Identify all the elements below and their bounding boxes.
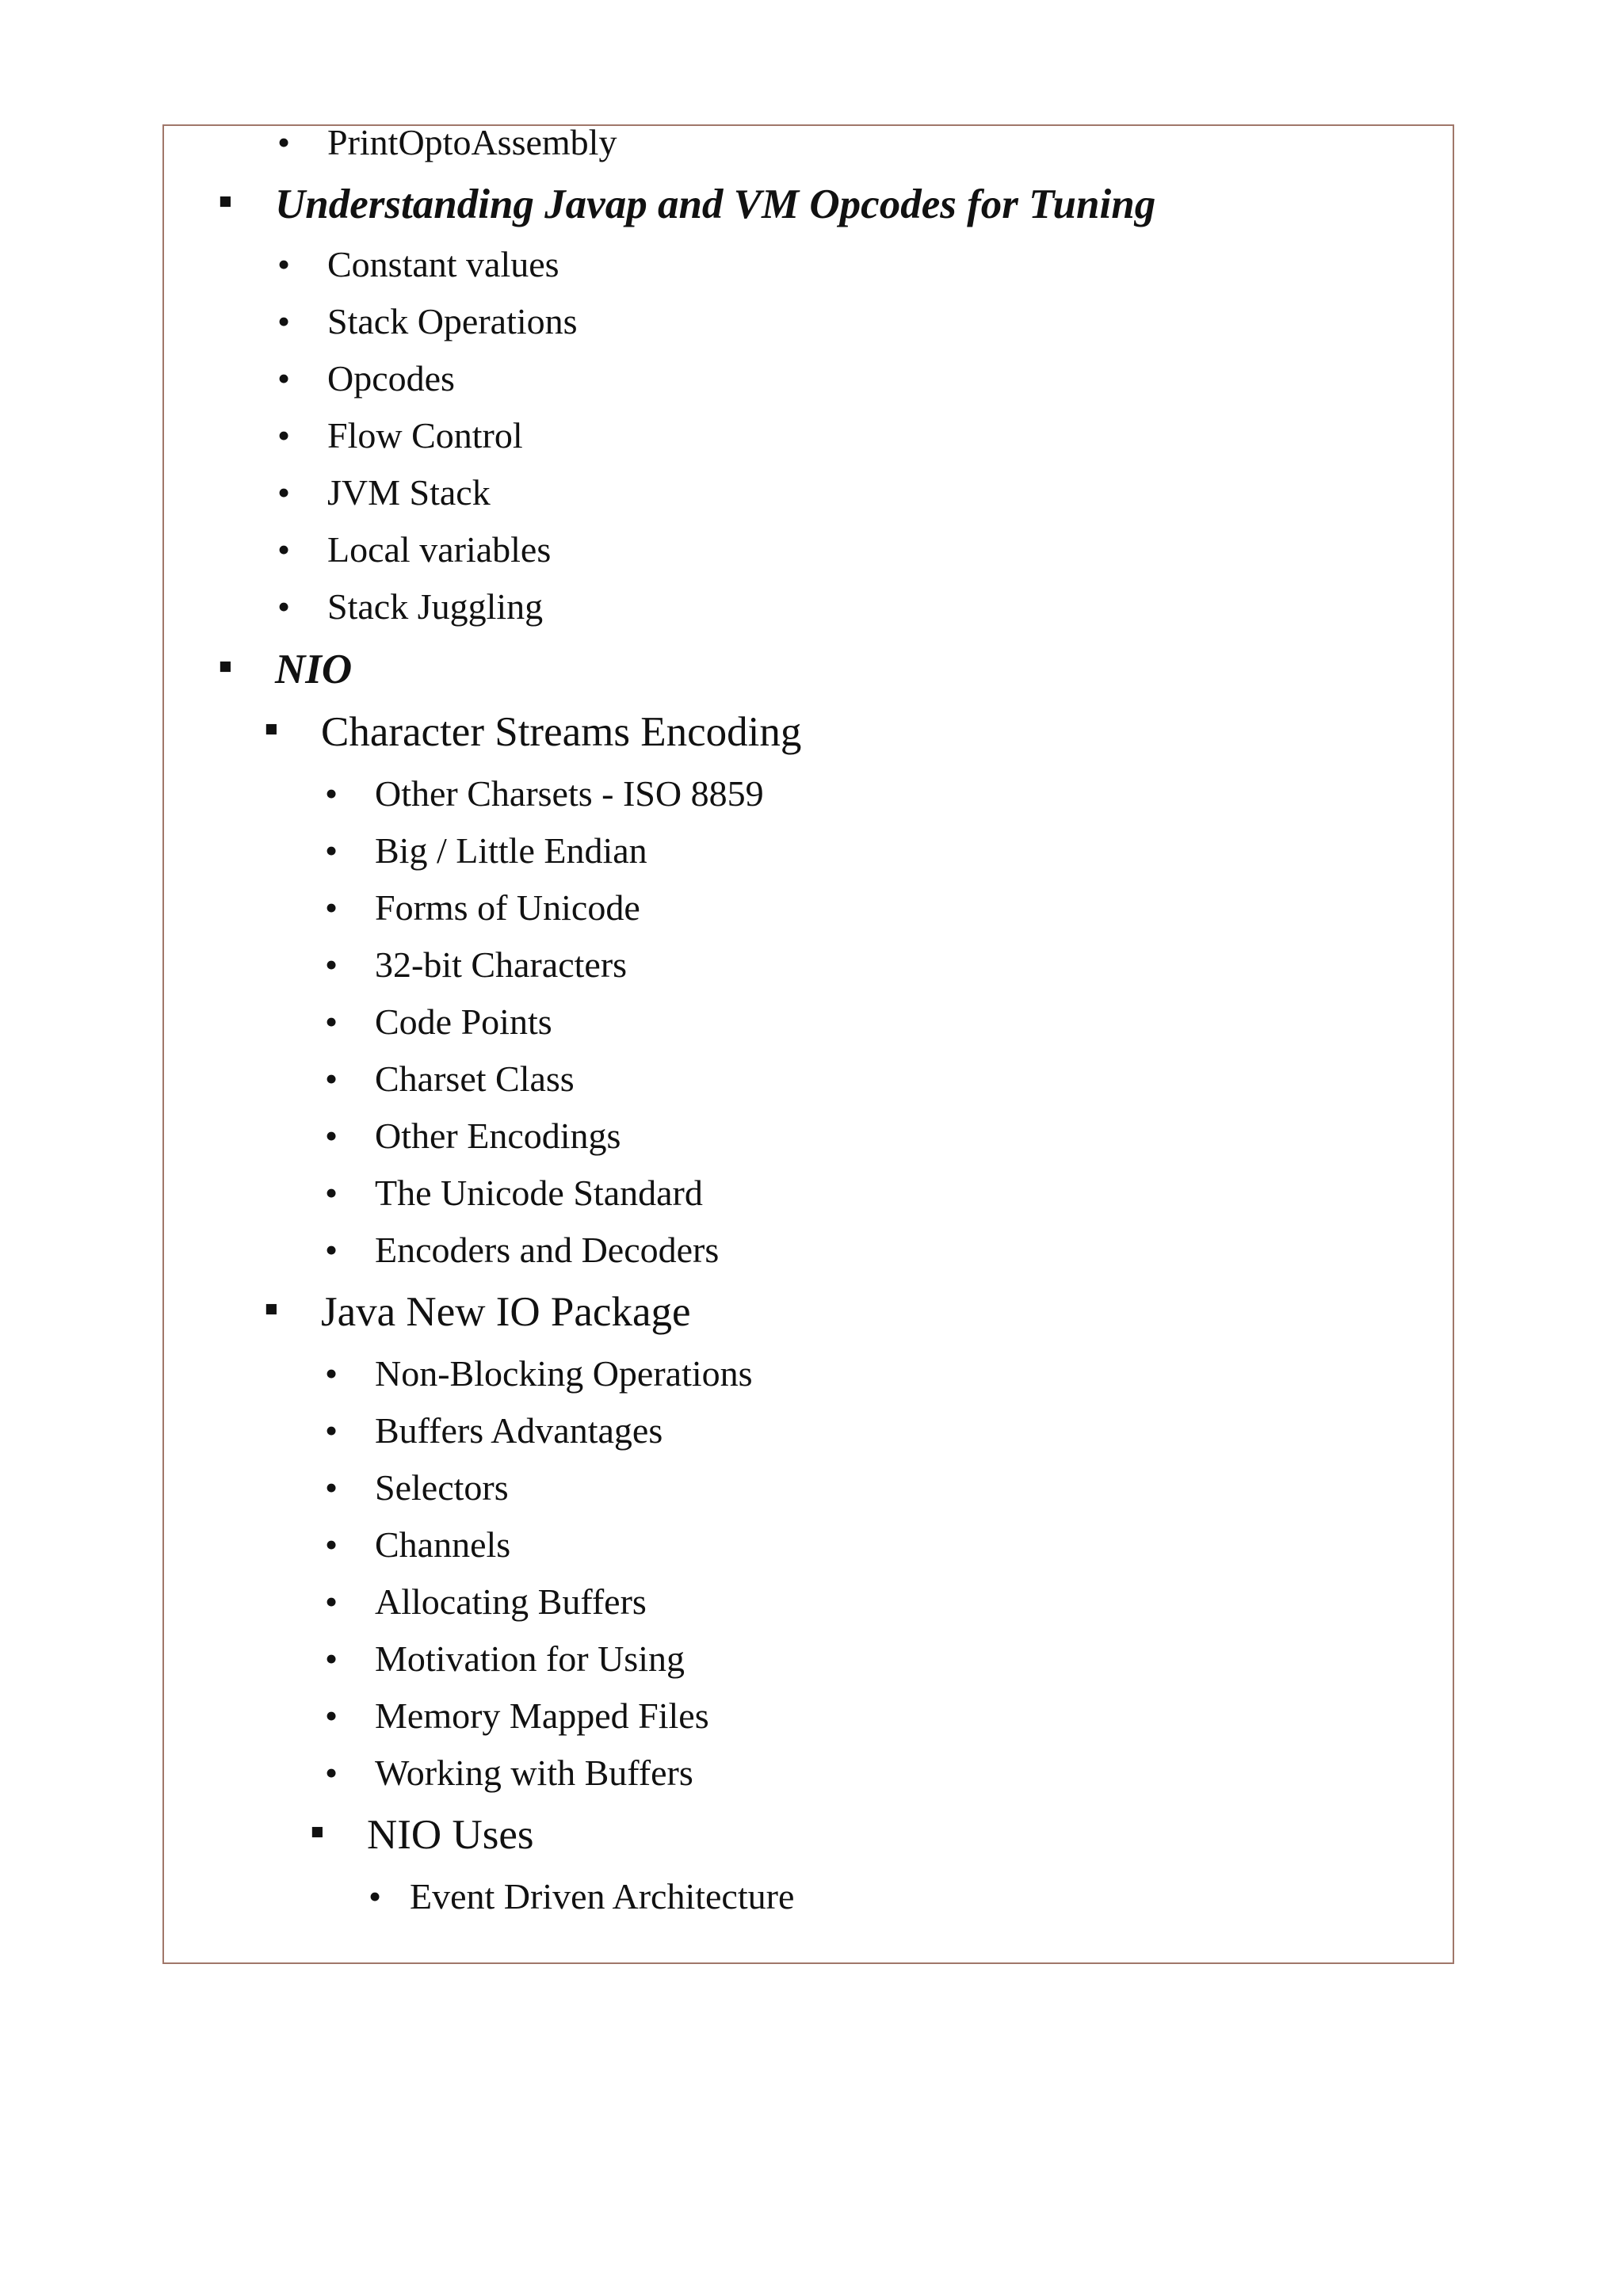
subsection-heading-label: Character Streams Encoding [321, 709, 802, 755]
list-item-label: JVM Stack [327, 472, 491, 513]
bullet-icon: • [325, 1753, 338, 1793]
list-item-label: Event Driven Architecture [410, 1876, 795, 1917]
list-item [325, 1467, 509, 1508]
list-item-label: Buffers Advantages [375, 1410, 663, 1451]
list-item [325, 773, 764, 814]
list-item [277, 244, 559, 284]
bullet-icon: • [277, 529, 291, 570]
list-item [277, 586, 544, 627]
list-item-label: Constant values [327, 244, 559, 284]
bullet-icon: • [325, 1467, 338, 1508]
list-item [325, 830, 647, 871]
list-item-label: Big / Little Endian [375, 830, 647, 871]
list-item-label: Memory Mapped Files [375, 1695, 709, 1736]
list-item [325, 1173, 703, 1213]
bullet-icon: • [277, 472, 291, 513]
square-bullet-icon: ▪ [218, 643, 233, 689]
bullet-icon: • [325, 1001, 338, 1042]
bullet-icon: • [325, 1638, 338, 1679]
bullet-icon: • [369, 1876, 382, 1917]
list-item [325, 944, 628, 985]
list-item-label: Channels [375, 1524, 511, 1565]
subsection-heading [264, 1286, 691, 1335]
bullet-icon: • [325, 1695, 338, 1736]
list-item [277, 472, 491, 513]
list-item [325, 1753, 693, 1793]
list-item-label: Flow Control [327, 415, 523, 456]
list-item [277, 122, 617, 162]
list-item [277, 415, 523, 456]
list-item-label: Motivation for Using [375, 1638, 685, 1679]
list-item [325, 1581, 647, 1622]
list-item [325, 1353, 753, 1394]
list-item-label: Local variables [327, 529, 552, 570]
subsection-heading [310, 1809, 534, 1858]
bullet-icon: • [277, 358, 291, 399]
subsection-heading [264, 706, 802, 755]
bullet-icon: • [325, 830, 338, 871]
list-item [325, 1524, 511, 1565]
bullet-icon: • [325, 1173, 338, 1213]
list-item-label: Code Points [375, 1001, 552, 1042]
list-item [325, 1695, 709, 1736]
bullet-icon: • [277, 415, 291, 456]
list-item-label: Non-Blocking Operations [375, 1353, 753, 1394]
list-item [277, 301, 578, 341]
bullet-icon: • [325, 887, 338, 928]
list-item [325, 1058, 575, 1099]
list-item-label: Other Charsets - ISO 8859 [375, 773, 764, 814]
bullet-icon: • [277, 301, 291, 341]
list-item-label: Encoders and Decoders [375, 1230, 720, 1270]
section-heading-label: Understanding Javap and VM Opcodes for Tuning [275, 181, 1156, 227]
bullet-icon: • [325, 1524, 338, 1565]
square-bullet-icon: ▪ [264, 706, 279, 752]
list-item [325, 1638, 685, 1679]
square-bullet-icon: ▪ [218, 178, 233, 224]
list-item [325, 887, 640, 928]
list-item-label: Charset Class [375, 1058, 575, 1099]
list-item-label: Other Encodings [375, 1116, 621, 1156]
list-item-label: 32-bit Characters [375, 944, 628, 985]
list-item [325, 1230, 720, 1270]
list-item-label: The Unicode Standard [375, 1173, 703, 1213]
list-item-label: Allocating Buffers [375, 1581, 647, 1622]
bullet-icon: • [325, 773, 338, 814]
list-item-label: Stack Juggling [327, 586, 544, 627]
section-heading [218, 643, 353, 692]
list-item-label: Forms of Unicode [375, 887, 640, 928]
bullet-icon: • [325, 1410, 338, 1451]
list-item-label: Opcodes [327, 358, 455, 399]
list-item [325, 1001, 552, 1042]
bullet-icon: • [325, 1058, 338, 1099]
bullet-icon: • [325, 944, 338, 985]
bullet-icon: • [325, 1116, 338, 1156]
square-bullet-icon: ▪ [264, 1286, 279, 1332]
section-heading-label: NIO [275, 646, 353, 692]
square-bullet-icon: ▪ [310, 1809, 325, 1855]
list-item [277, 358, 455, 399]
list-item-label: Selectors [375, 1467, 509, 1508]
list-item-label: PrintOptoAssembly [327, 122, 617, 162]
bullet-icon: • [325, 1353, 338, 1394]
list-item [325, 1116, 621, 1156]
list-item-label: Stack Operations [327, 301, 578, 341]
list-item-label: Working with Buffers [375, 1753, 693, 1793]
bullet-icon: • [277, 122, 291, 162]
subsection-heading-label: Java New IO Package [321, 1289, 691, 1335]
section-heading [218, 178, 1156, 227]
outline-frame [162, 124, 1454, 1964]
bullet-icon: • [325, 1581, 338, 1622]
list-item [277, 529, 552, 570]
list-item [369, 1876, 795, 1917]
bullet-icon: • [325, 1230, 338, 1270]
list-item [325, 1410, 663, 1451]
subsection-heading-label: NIO Uses [367, 1812, 534, 1858]
bullet-icon: • [277, 586, 291, 627]
bullet-icon: • [277, 244, 291, 284]
